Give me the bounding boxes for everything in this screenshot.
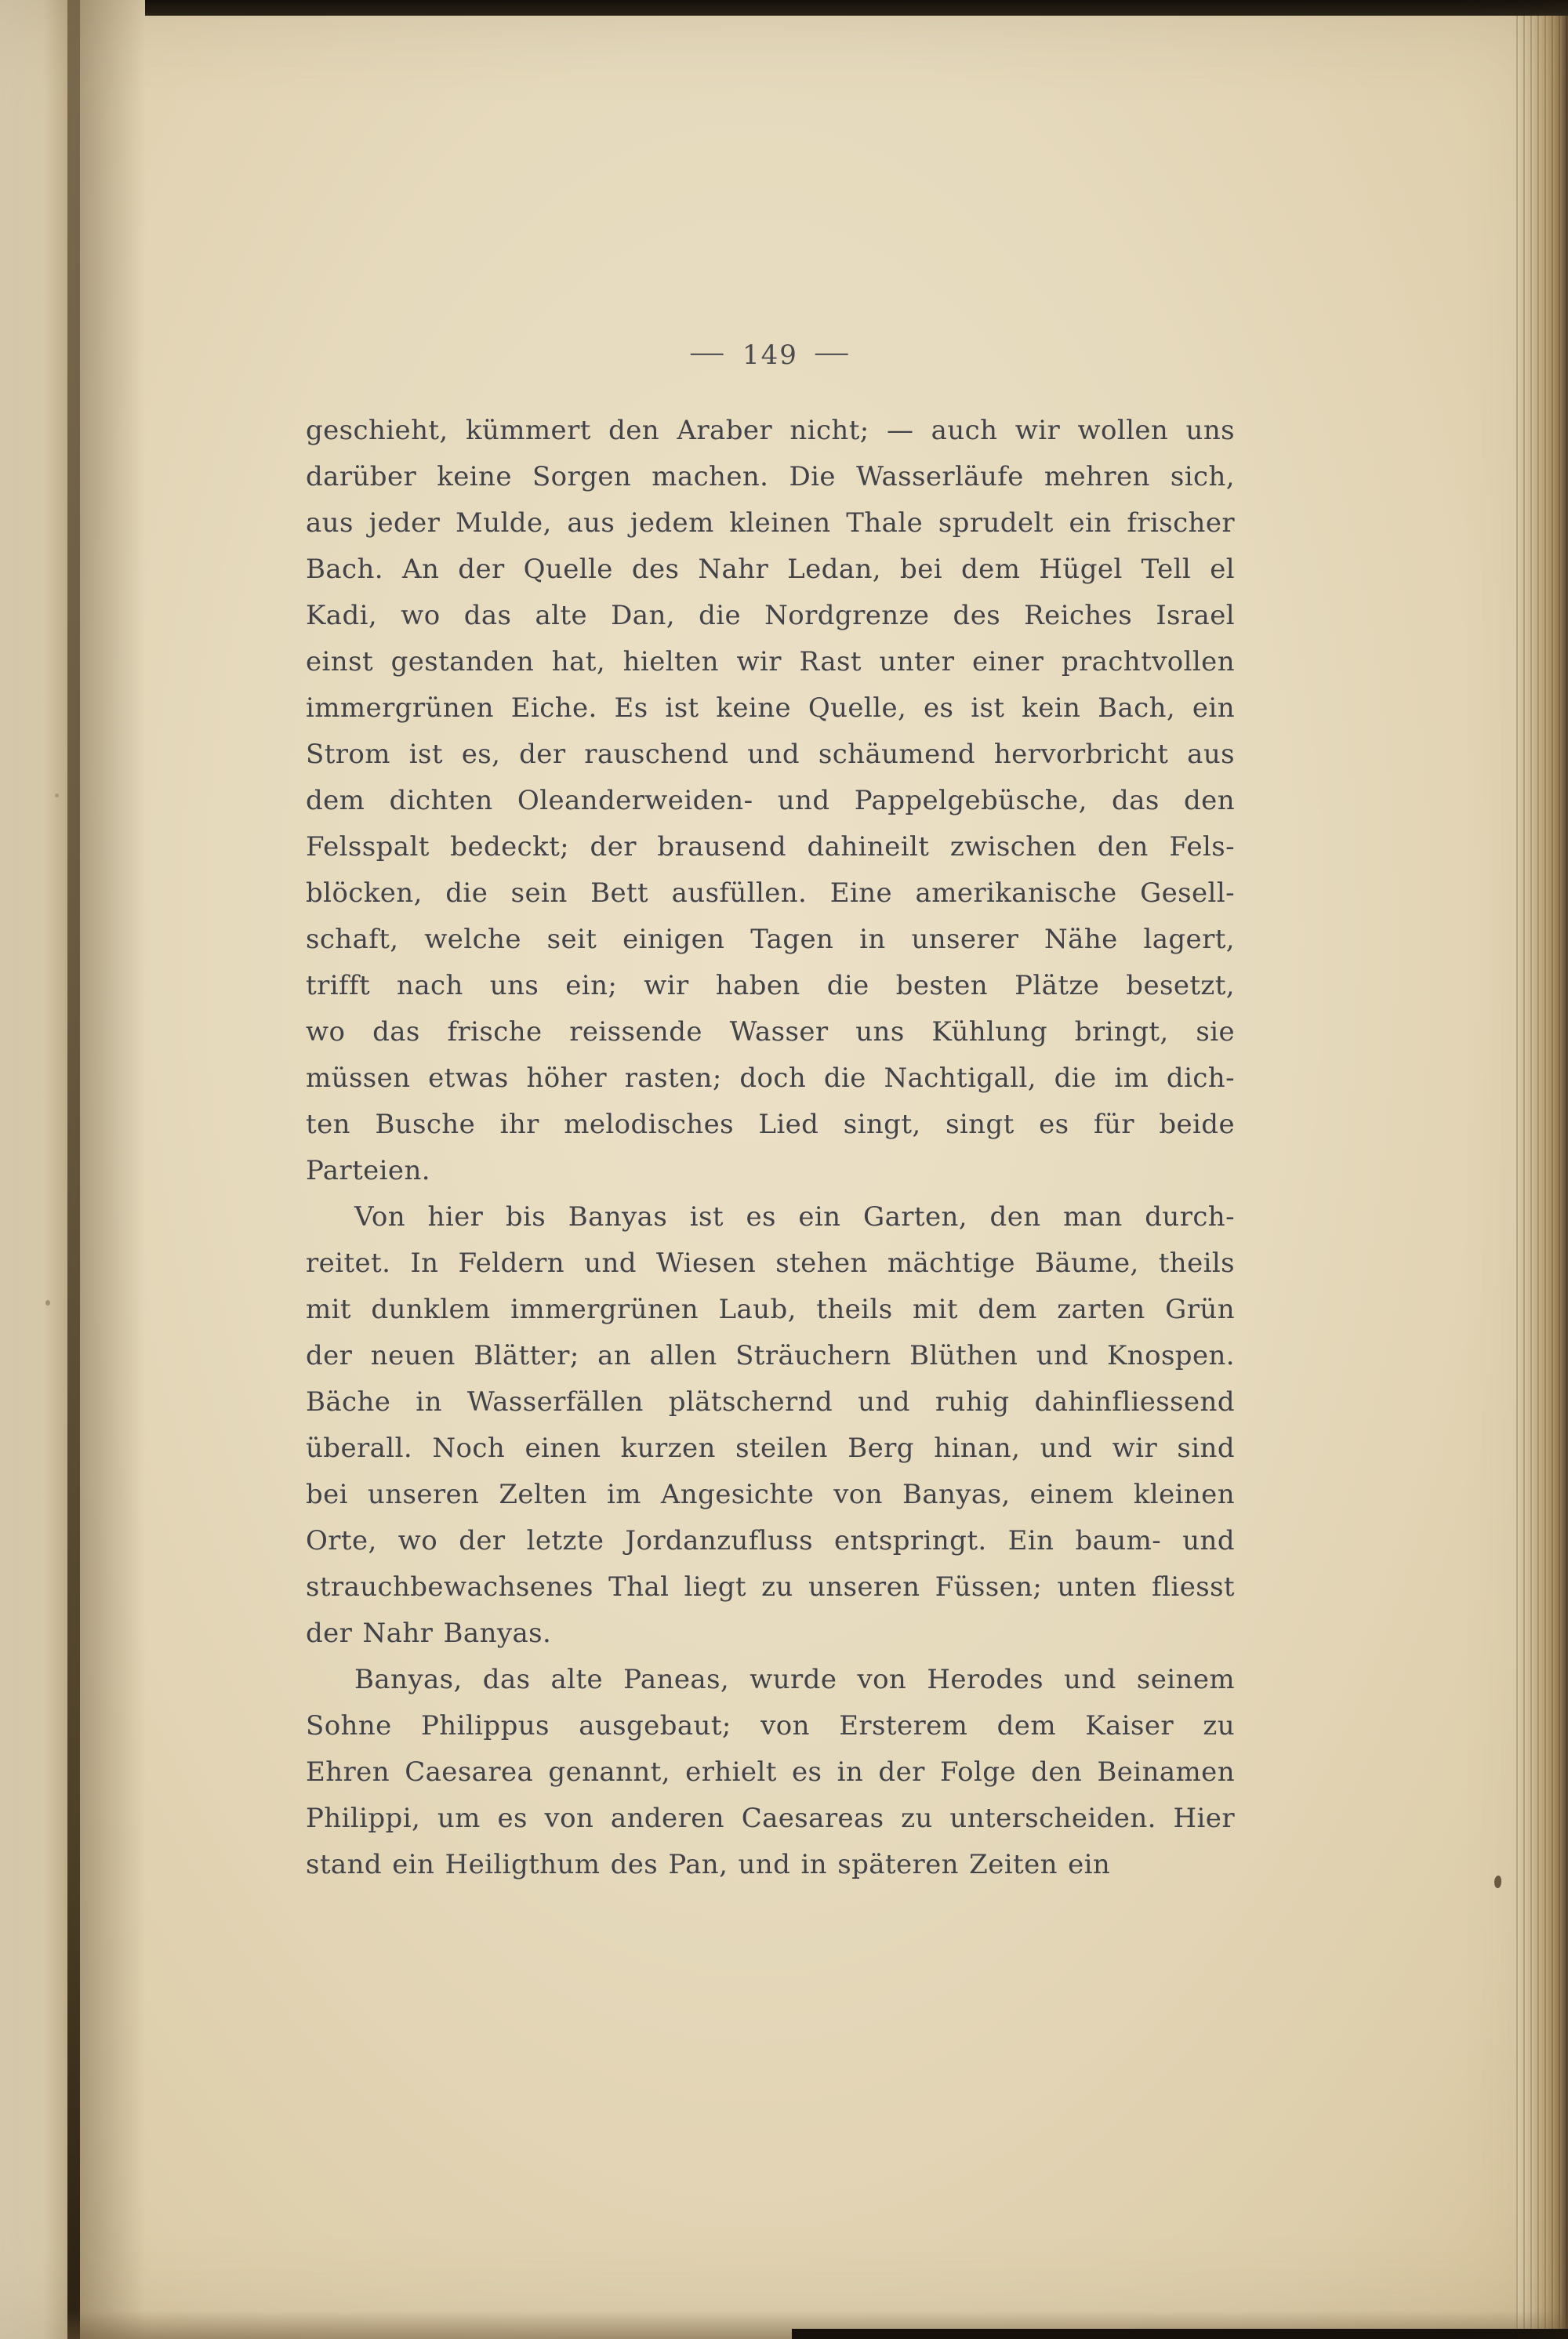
paragraph (306, 408, 1235, 1194)
text-line: mit dunklem immergrünen Laub, theils mit dem zarten Grün (306, 1294, 1235, 1325)
page-number: 149 (742, 340, 798, 371)
book-cover-bottom-edge (792, 2329, 1568, 2339)
text-line: strauchbewachsenes Thal liegt zu unseren Füssen; unten fliesst (306, 1571, 1235, 1603)
page-header (306, 334, 1235, 376)
text-line: überall. Noch einen kurzen steilen Berg hinan, und wir sind (306, 1433, 1235, 1464)
text-line: schaft, welche seit einigen Tagen in unserer Nähe lagert, (306, 924, 1235, 955)
text-line: Felsspalt bedeckt; der brausend dahineilt zwischen den Fels- (306, 831, 1235, 863)
page-number-dash-left: — (688, 337, 728, 369)
scan-speck (1494, 1876, 1501, 1888)
text-line: bei unseren Zelten im Angesichte von Banyas, einem kleinen (306, 1479, 1235, 1510)
gutter-shadow (80, 0, 146, 2339)
text-line: Bäche in Wasserfällen plätschernd und ruhig dahinfliessend (306, 1386, 1235, 1418)
page-number-dash-right: — (813, 337, 852, 369)
fore-edge-page-stack (1516, 16, 1568, 2339)
scan-speck (45, 1300, 50, 1306)
text-line: trifft nach uns ein; wir haben die besten Plätze besetzt, (306, 970, 1235, 1001)
text-line: Bach. An der Quelle des Nahr Ledan, bei dem Hügel Tell el (306, 554, 1235, 585)
text-line: Sohne Philippus ausgebaut; von Ersterem dem Kaiser zu (306, 1710, 1235, 1742)
text-line: Parteien. (306, 1155, 430, 1186)
text-line: müssen etwas höher rasten; doch die Nachtigall, die im dich- (306, 1062, 1235, 1094)
paragraph (306, 1657, 1235, 1888)
text-line: Strom ist es, der rauschend und schäumend hervorbricht aus (306, 739, 1235, 770)
text-line: geschieht, kümmert den Araber nicht; — auch wir wollen uns (306, 415, 1235, 446)
text-line: Orte, wo der letzte Jordanzufluss entspringt. Ein baum- und (306, 1525, 1235, 1556)
binding-gutter (67, 0, 80, 2339)
text-line: aus jeder Mulde, aus jedem kleinen Thale sprudelt ein frischer (306, 507, 1235, 539)
text-line: stand ein Heiligthum des Pan, und in späteren Zeiten ein (306, 1849, 1111, 1880)
facing-page-edge (0, 0, 67, 2339)
text-line: reitet. In Feldern und Wiesen stehen mächtige Bäume, theils (306, 1248, 1235, 1279)
text-line: Von hier bis Banyas ist es ein Garten, den man durch- (354, 1201, 1235, 1233)
scan-speck (55, 794, 59, 797)
paragraph (306, 1194, 1235, 1657)
text-line: Ehren Caesarea genannt, erhielt es in der Folge den Beinamen (306, 1756, 1235, 1788)
text-line: der Nahr Banyas. (306, 1618, 552, 1649)
text-line: dem dichten Oleanderweiden- und Pappelgebüsche, das den (306, 785, 1235, 816)
text-line: blöcken, die sein Bett ausfüllen. Eine amerikanische Gesell- (306, 877, 1235, 909)
text-line: immergrünen Eiche. Es ist keine Quelle, es ist kein Bach, ein (306, 692, 1235, 724)
text-line: darüber keine Sorgen machen. Die Wasserläufe mehren sich, (306, 461, 1235, 492)
text-line: Philippi, um es von anderen Caesareas zu unterscheiden. Hier (306, 1803, 1235, 1834)
text-line: ten Busche ihr melodisches Lied singt, singt es für beide (306, 1109, 1235, 1140)
text-line: der neuen Blätter; an allen Sträuchern Blüthen und Knospen. (306, 1340, 1235, 1371)
text-line: einst gestanden hat, hielten wir Rast unter einer prachtvollen (306, 646, 1235, 677)
page-text (306, 408, 1235, 1888)
text-line: wo das frische reissende Wasser uns Kühlung bringt, sie (306, 1016, 1235, 1048)
text-line: Kadi, wo das alte Dan, die Nordgrenze des Reiches Israel (306, 600, 1235, 631)
book-cover-top-edge (145, 0, 1568, 16)
text-line: Banyas, das alte Paneas, wurde von Herodes und seinem (354, 1664, 1235, 1695)
